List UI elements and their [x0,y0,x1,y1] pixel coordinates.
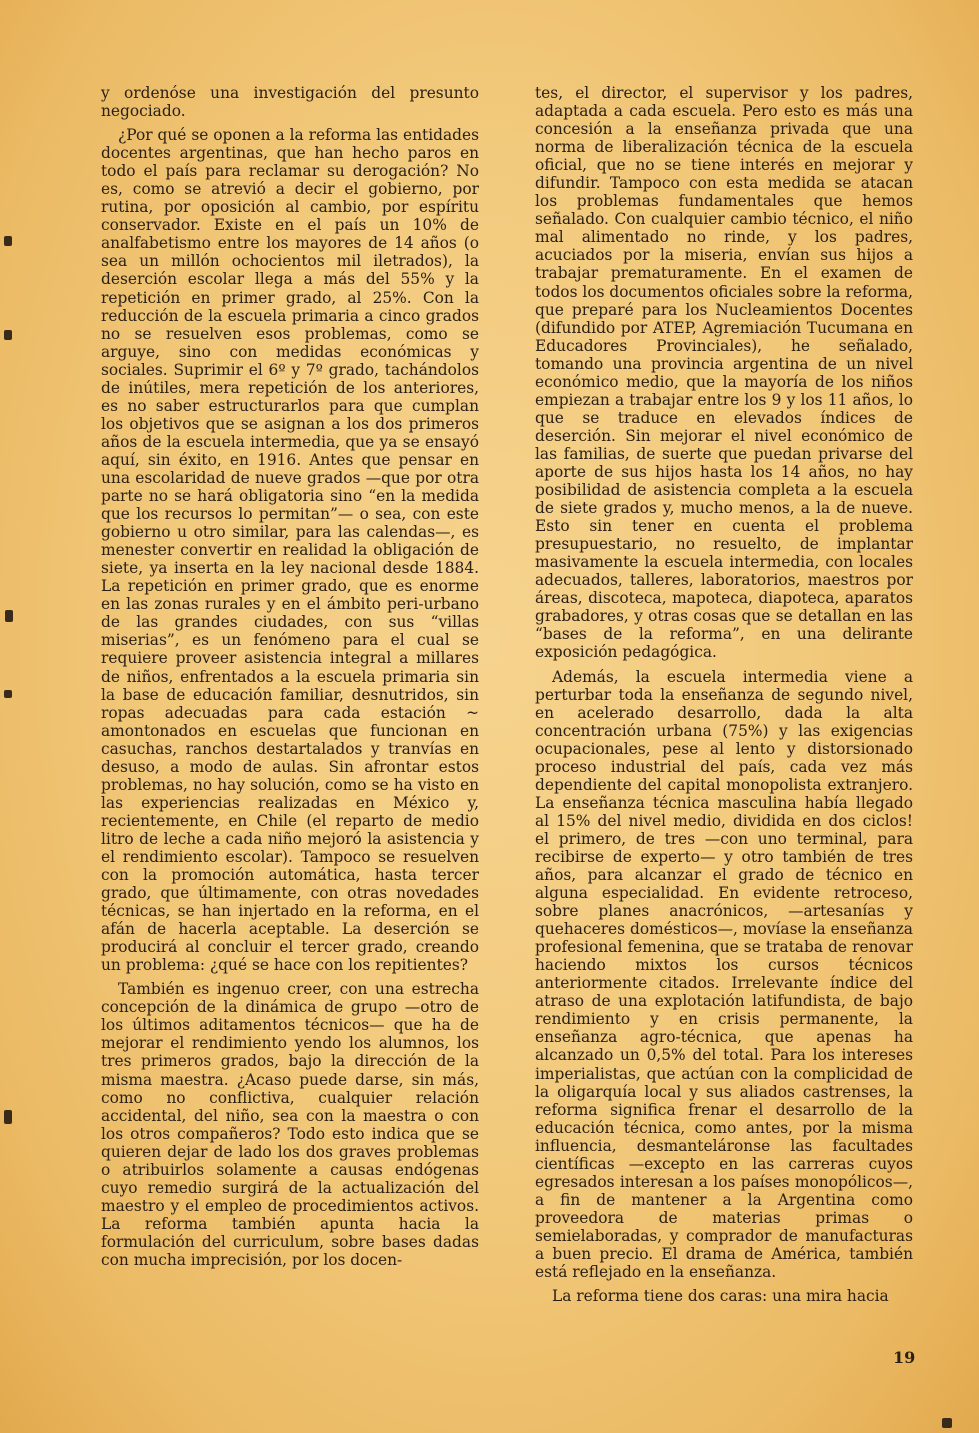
paragraph: tes, el director, el supervisor y los padres, adaptada a cada escuela. Pero esto es más una concesión a la enseñanza privada que una norma de liberalización técnica de la escuela oficial, que no se tiene interés en mejorar y difundir. Tampoco con esta medida se atacan los problemas fundamentales que hemos señalado. Con cualquier cambio técnico, el niño mal alimentado no rinde, y los padres, acuciados por la miseria, envían sus hijos a trabajar prematuramente. En el examen de todos los documentos oficiales sobre la reforma, que preparé para los Nucleamientos Docentes (difundido por ATEP, Agremiación Tucumana en Educadores Provinciales), he señalado, tomando una provincia argentina de un nivel económico medio, que la mayoría de los niños empiezan a trabajar entre los 9 y los 11 años, lo que se traduce en elevados índices de deserción. Sin mejorar el nivel económico de las familias, de suerte que puedan privarse del aporte de sus hijos hasta los 14 años, no hay posibilidad de asistencia completa a la escuela de siete grados y, mucho menos, a la de nueve. Esto sin tener en cuenta el problema presupuestario, no resuelto, de implantar masivamente la escuela intermedia, con locales adecuados, talleres, laboratorios, maestros por áreas, discoteca, mapoteca, diapoteca, aparatos grabadores, y otras cosas que se detallan en las “bases de la reforma”, en una delirante exposición pedagógica. [535,84,913,662]
paragraph: También es ingenuo creer, con una estrecha concepción de la dinámica de grupo —otro de los últimos aditamentos técnicos— que ha de mejorar el rendimiento yendo los alumnos, los tres primeros grados, bajo la dirección de la misma maestra. ¿Acaso puede darse, sin más, como no conflictiva, cualquier relación accidental, del niño, sea con la maestra o con los otros compañeros? Todo esto indica que se quieren dejar de lado los dos graves problemas o atribuirlos solamente a causas endógenas cuyo remedio surgirá de la actualización del maestro y el empleo de procedimientos activos. La reforma también apunta hacia la formulación del curriculum, sobre bases dadas con mucha imprecisión, por los docen- [101,980,479,1269]
paragraph: Además, la escuela intermedia viene a perturbar toda la enseñanza de segundo nivel, en acelerado desarrollo, dada la alta concentración urbana (75%) y las exigencias ocupacionales, pese al lento y distorsionado proceso industrial del país, cada vez más dependiente del capital monopolista extranjero. La enseñanza técnica masculina había llegado al 15% del nivel medio, dividida en dos ciclos! el primero, de tres —con uno terminal, para recibirse de experto— y otro también de tres años, para alcanzar el grado de técnico en alguna especialidad. En evidente retroceso, sobre planes anacrónicos, —artesanías y quehaceres domésticos—, movíase la enseñanza profesional femenina, que se trataba de renovar haciendo mixtos los cursos técnicos anteriormente citados. Irrelevante índice del atraso de una explotación latifundista, de bajo rendimiento y en crisis permanente, la enseñanza agro-técnica, que apenas ha alcanzado un 0,5% del total. Para los intereses imperialistas, que actúan con la complicidad de la oligarquía local y sus aliados castrenses, la reforma significa frenar el desarrollo de la educación técnica, como antes, por la misma influencia, desmanteláronse las facultades científicas —excepto en las carreras cuyos egresados interesan a los países monopólicos—, a fin de mantener a la Argentina como proveedora de materias primas o semielaboradas, y comprador de manufacturas a buen precio. El drama de América, también está reflejado en la enseñanza. [535,667,913,1282]
right-column [535,84,913,1311]
binding-hole-mark [4,690,12,698]
corner-mark [942,1418,952,1428]
paragraph: ¿Por qué se oponen a la reforma las entidades docentes argentinas, que han hecho paros en todo el país para reclamar su derogación? No es, como se atrevió a decir el gobierno, por rutina, por oposición al cambio, por espíritu conservador. Existe en el país un 10% de analfabetismo entre los mayores de 14 años (o sea un millón ochocientos mil iletrados), la deserción escolar llega a más del 55% y la repetición en primer grado, al 25%. Con la reducción de la escuela primaria a cinco grados no se resuelven esos problemas, como se arguye, sino con medidas económicas y sociales. Suprimir el 6º y 7º grado, tachándolos de inútiles, mera repetición de los anteriores, es no saber estructurarlos para que cumplan los objetivos que se asignan a los dos primeros años de la escuela intermedia, que ya se ensayó aquí, sin éxito, en 1916. Antes que pensar en una escolaridad de nueve grados —que por otra parte no se hará obligatoria sino “en la medida que los recursos lo permitan”— o sea, con este gobierno u otro similar, para las calendas—, es menester convertir en realidad la obligación de siete, ya inserta en la ley nacional desde 1884. La repetición en primer grado, que es enorme en las zonas rurales y en el ámbito peri-urbano de las grandes ciudades, con sus “villas miserias”, es un fenómeno para el cual se requiere proveer asistencia integral a millares de niños, enfrentados a la escuela primaria sin la base de educación familiar, desnutridos, sin ropas adecuadas para cada estación ~ amontonados en escuelas que funcionan en casuchas, ranchos destartalados y tranvías en desuso, a modo de aulas. Sin afrontar estos problemas, no hay solución, como se ha visto en las experiencias realizadas en México y, recientemente, en Chile (el reparto de medio litro de leche a cada niño mejoró la asistencia y el rendimiento escolar). Tampoco se resuelven con la promoción automática, hasta tercer grado, que últimamente, con otras novedades técnicas, se han injertado en la reforma, en el afán de hacerla aceptable. La deserción se producirá al concluir el tercer grado, creando un problema: ¿qué se hace con los repitientes? [101,126,479,975]
page-number: 19 [893,1348,916,1367]
binding-hole-mark [4,330,12,340]
left-column [101,84,479,1275]
paragraph: y ordenóse una investigación del presunto negociado. [101,84,479,121]
binding-hole-mark [4,236,12,246]
binding-hole-mark [5,610,13,622]
binding-hole-mark [4,1110,12,1124]
paragraph: La reforma tiene dos caras: una mira hacia [552,1287,889,1306]
